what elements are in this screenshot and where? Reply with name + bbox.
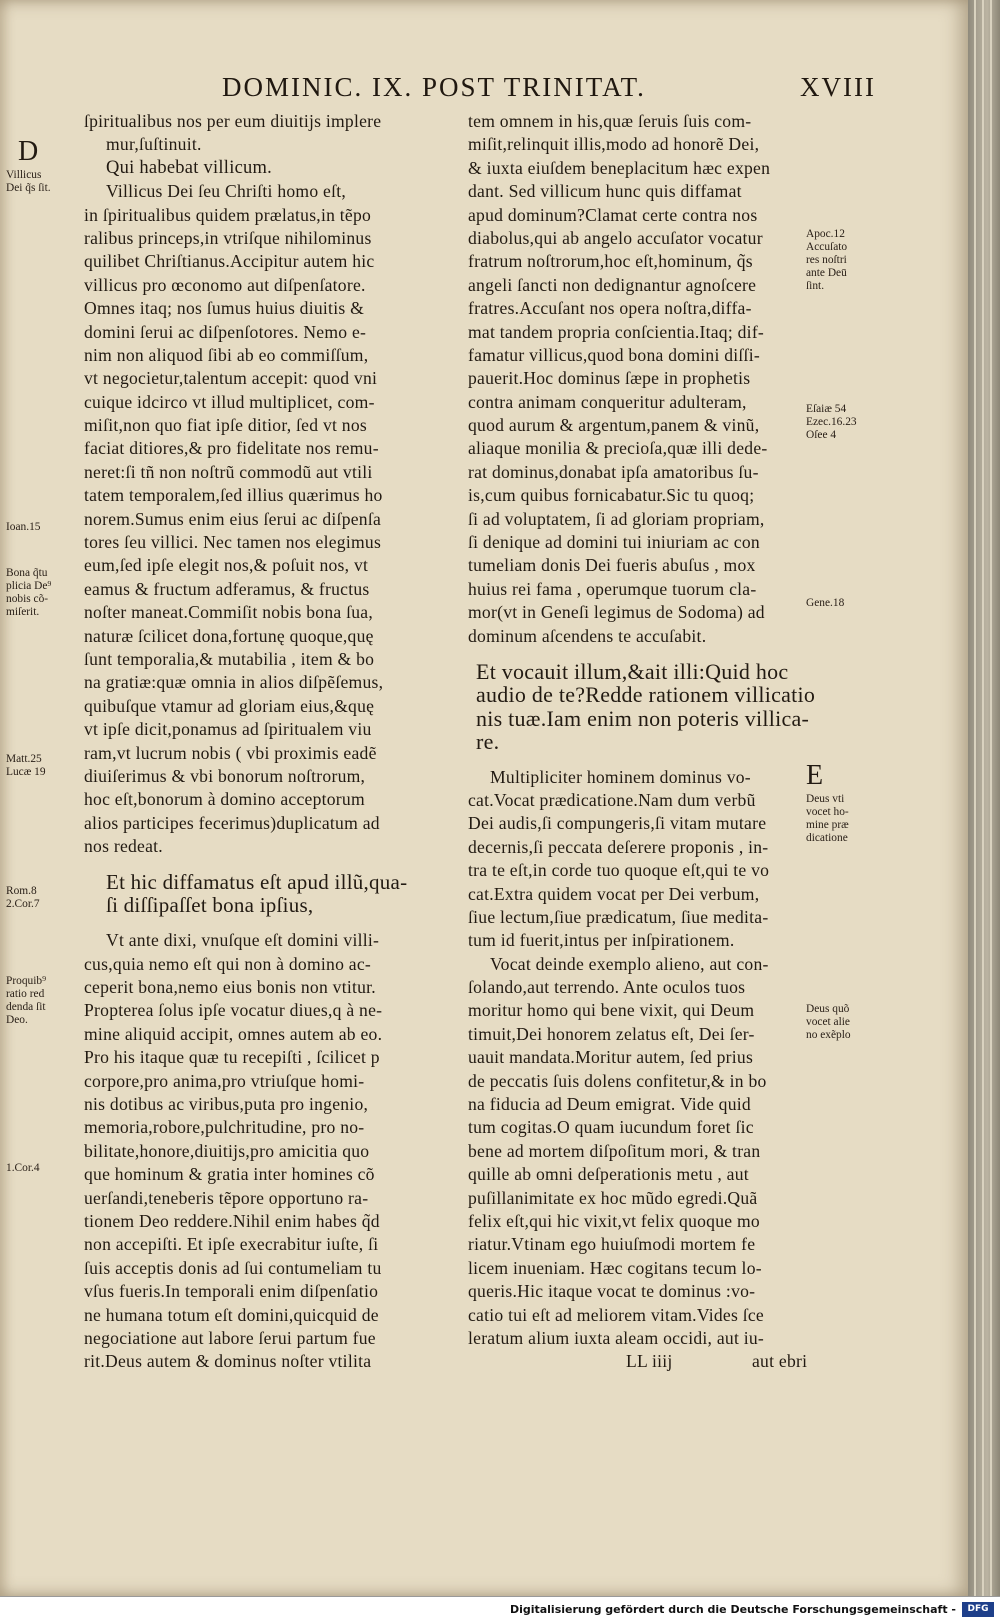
text-line: aliaque monilia & precioſa,quæ illi dede-	[468, 438, 768, 459]
margin-note-rom	[6, 885, 40, 911]
text-line: huius rei fama , operumque tuorum cla-	[468, 578, 757, 599]
text-line: ſpiritualibus nos per eum diuitijs implere	[84, 111, 382, 131]
text-line: miſit,relinquit illis,modo ad honorẽ Dei,	[468, 134, 760, 155]
text-line: cat.Extra quidem vocat per Dei verbum,	[468, 883, 760, 904]
margin-note-line: miſerit.	[6, 606, 40, 618]
margin-note-line: Ezec.16.23	[806, 416, 857, 428]
text-line: quilibet Chriſtianus.Accipitur autem hic	[84, 251, 375, 272]
text-line: negociatione aut labore ſerui partum fue	[84, 1327, 376, 1348]
text-line: noſter maneat.Commiſit nobis bona ſua,	[84, 602, 373, 623]
footer-credit: Digitalisierung gefördert durch die Deutsche Forschungsgemeinschaft -	[509, 1603, 956, 1616]
margin-note-line: Deus quõ	[806, 1003, 850, 1015]
text-line: villicus pro œconomo aut diſpenſatore.	[84, 274, 366, 295]
text-line: quille ab omni deſperationis metu , aut	[468, 1164, 749, 1185]
margin-note-line: 1.Cor.4	[6, 1162, 40, 1174]
text-line: angeli ſancti non dedignantur agnoſcere	[468, 274, 757, 295]
text-line: tum id fuerit,intus per inſpirationem.	[468, 930, 735, 951]
page-edge	[968, 0, 1000, 1596]
text-line: moritur homo qui bene vixit, qui Deum	[468, 1000, 755, 1021]
text-line: catio tui eſt ad meliorem vitam.Vides ſce	[468, 1304, 764, 1325]
text-line: non accepiſti. Et ipſe execrabitur iuſte, ſi	[84, 1234, 379, 1255]
initial-letter-right: E	[806, 760, 824, 791]
text-line: timuit,Dei honorem zelatus eſt, Dei ſer-	[468, 1023, 755, 1044]
text-line: Multipliciter hominem dominus vo-	[490, 766, 751, 787]
text-line: Villicus Dei ſeu Chriſti homo eſt,	[106, 181, 347, 202]
text-line: Dei audis,ſi compungeris,ſi vitam mutare	[468, 813, 767, 834]
margin-note-line: Rom.8	[6, 885, 37, 897]
margin-note-line: Deus vti	[806, 793, 845, 805]
margin-note-line: Eſaiæ 54	[806, 403, 847, 415]
running-title: DOMINIC. IX. POST TRINITAT.	[222, 72, 646, 102]
text-line: ram,vt lucrum nobis ( vbi proximis eadẽ	[84, 742, 377, 763]
margin-note-line: Apoc.12	[806, 228, 845, 240]
text-line: ſuis acceptis donis ad ſui contumeliam tu	[84, 1257, 382, 1278]
text-line: queris.Hic itaque vocat te dominus :vo-	[468, 1281, 756, 1302]
text-line: ralibus princeps,in vtriſque nihilominus	[84, 227, 372, 248]
text-line: miſit,non quo fiat ipſe ditior, ſed vt nos	[84, 415, 367, 436]
margin-note-line: dicatione	[806, 832, 848, 844]
dfg-logo: DFG	[962, 1602, 994, 1617]
text-line: Vocat deinde exemplo alieno, aut con-	[490, 953, 769, 974]
text-line: cuique idcirco vt illud multiplicet, com-	[84, 391, 375, 412]
text-line: alios participes fecerimus)duplicatum ad	[84, 812, 380, 833]
margin-note-line: res noſtri	[806, 254, 847, 266]
text-line: que hominum & gratia inter homines cõ	[84, 1164, 375, 1185]
text-line: mat tandem propria conſcientia.Itaq; dif-	[468, 321, 765, 342]
text-line: rit.Deus autem & dominus noſter vtilita	[84, 1351, 372, 1372]
text-line: nos redeat.	[84, 836, 163, 857]
text-line: memoria,robore,pulchritudine, pro no-	[84, 1117, 365, 1138]
text-line: domini ſerui ac diſpenſotores. Nemo e-	[84, 321, 367, 342]
catchword: aut ebri	[752, 1351, 808, 1372]
text-line: na gratiæ:quæ omnia in alios diſpẽſemus,	[84, 672, 384, 693]
text-line: ceperit bona,nemo eius bonis non vtitur.	[84, 977, 376, 998]
margin-note-line: Proquib⁹	[6, 975, 47, 987]
text-line: vt negocietur,talentum accepit: quod vni	[84, 368, 378, 389]
text-line: in ſpiritualibus quidem prælatus,in tẽpo	[84, 204, 372, 225]
text-line: puſillanimitate ex hoc mũdo egredi.Quã	[468, 1187, 758, 1208]
text-line: Pro his itaque quæ tu recepiſti , ſcilicet p	[84, 1047, 380, 1068]
margin-note-line: Bona q̃tu	[6, 567, 48, 579]
page-edge-line	[982, 0, 984, 1596]
section-heading: Qui habebat villicum.	[106, 157, 273, 178]
blank-line	[468, 754, 828, 766]
right-text-column	[468, 110, 828, 1374]
text-line: cus,quia nemo eſt qui non à domino ac-	[84, 953, 372, 974]
text-line: pauerit.Hoc dominus ſæpe in prophetis	[468, 368, 751, 389]
text-line: hoc eſt,bonorum à domino acceptorum	[84, 789, 365, 810]
text-line: eamus & fructum adferamus, & fructus	[84, 578, 370, 599]
margin-note-line: ante Deū	[806, 267, 847, 279]
text-line: uauit mandata.Moritur autem, ſed prius	[468, 1047, 754, 1068]
text-line: ſiue lectum,ſiue prædicatum, ſiue medita-	[468, 906, 769, 927]
text-line: famatur villicus,quod bona domini diſſi-	[468, 344, 760, 365]
text-line: bilitate,honore,diuitijs,pro amicitia quo	[84, 1140, 370, 1161]
blank-line	[84, 917, 444, 929]
text-line: neret:ſi tñ non noſtrũ commodũ aut vtili	[84, 461, 373, 482]
margin-note-villicus	[6, 169, 51, 195]
text-line: felix eſt,qui hic vixit,vt felix quoque mo	[468, 1210, 760, 1231]
text-line: is,cum quibus fornicabatur.Sic tu quoq;	[468, 485, 755, 506]
text-line: norem.Sumus enim eius ſerui ac diſpenſa	[84, 508, 382, 529]
text-line: ſi ad voluptatem, ſi ad gloriam propriam,	[468, 508, 765, 529]
text-line: mor(vt in Geneſi legimus de Sodoma) ad	[468, 602, 765, 623]
text-line: dominum aſcendens te accuſabit.	[468, 625, 707, 646]
text-line: dant. Sed villicum hunc quis diffamat	[468, 181, 742, 202]
text-line: faciat ditiores,& pro fidelitate nos remu-	[84, 438, 379, 459]
text-line: ſolando,aut terrendo. Ante oculos tuos	[468, 977, 746, 998]
margin-note-line: ratio red	[6, 988, 45, 1000]
text-line: quod aurum & argentum,panem & vinũ,	[468, 415, 760, 436]
text-line: naturæ ſcilicet dona,fortunę quoque,quę	[84, 625, 374, 646]
margin-note-line: Accuſato	[806, 241, 848, 253]
margin-note-line: ſint.	[806, 280, 825, 292]
text-line: corpore,pro anima,pro vtriuſque homi-	[84, 1070, 365, 1091]
text-line: licem inueniam. Hæc cogitans tecum lo-	[468, 1257, 762, 1278]
margin-note-matt	[6, 753, 46, 779]
text-line: tumeliam donis Dei fueris abuſus , mox	[468, 555, 756, 576]
margin-note-line: Gene.18	[806, 597, 845, 609]
folio-number: XVIII	[800, 72, 876, 102]
text-line: ſi denique ad domini tui iniuriam ac con	[468, 532, 760, 553]
text-line: tatem temporalem,ſed illius quærimus ho	[84, 485, 383, 506]
lemma-heading: nis tuæ.Iam enim non poteris villica-	[476, 705, 810, 731]
page-edge-line	[990, 0, 992, 1596]
text-line: fratrum noſtrorum,hoc eſt,hominum, q̃s	[468, 251, 753, 272]
text-line: rat dominus,donabat ipſa amatoribus ſu-	[468, 461, 759, 482]
lemma-heading: re.	[476, 729, 500, 755]
text-line: contra animam conqueritur adulteram,	[468, 391, 747, 412]
margin-note-line: Ioan.15	[6, 521, 41, 533]
margin-note-line: 2.Cor.7	[6, 898, 40, 910]
text-line: nim non aliquod ſibi ab eo commiſſum,	[84, 344, 369, 365]
initial-letter-left: D	[18, 136, 39, 167]
digitization-footer	[0, 1596, 1000, 1623]
text-line: Omnes itaq; nos ſumus huius diuitis &	[84, 298, 365, 319]
margin-note-line: Villicus	[6, 169, 42, 181]
margin-note-proquib	[6, 975, 46, 1027]
text-line: Vt ante dixi, vnuſque eſt domini villi-	[106, 930, 380, 951]
lemma-heading: ſi diſſipaſſet bona ipſius,	[106, 892, 314, 917]
text-line: tum cogitas.O quam iucundum foret ſic	[468, 1117, 754, 1138]
text-line: & iuxta eiuſdem beneplacitum hæc expen	[468, 157, 771, 178]
text-line: de peccatis ſuis dolens confitetur,& in bo	[468, 1070, 767, 1091]
margin-note-line: Matt.25	[6, 753, 42, 765]
text-line: bene ad mortem diſpoſitum mori, & tran	[468, 1140, 761, 1161]
margin-note-line: denda ſit	[6, 1001, 46, 1013]
text-line: mur,ſuſtinuit.	[106, 134, 202, 155]
margin-note-ioan	[6, 521, 40, 534]
margin-note-line: vocet ho-	[806, 806, 849, 818]
margin-note-line: plicia De⁹	[6, 580, 52, 592]
text-line: na fiducia ad Deum emigrat. Vide quid	[468, 1094, 751, 1115]
text-line: riatur.Vtinam ego huiuſmodi mortem fe	[468, 1234, 756, 1255]
margin-note-cor	[6, 1162, 40, 1175]
text-line: mine aliquid accipit, omnes autem ab eo.	[84, 1023, 383, 1044]
text-line: fratres.Accuſant nos opera noſtra,diffa-	[468, 298, 752, 319]
margin-note-line: nobis cõ-	[6, 593, 49, 605]
margin-note-line: Deo.	[6, 1014, 28, 1026]
text-line: diuiſerimus & vbi bonorum noſtrorum,	[84, 765, 366, 786]
text-line: vſus fueris.In temporali enim diſpenſatio	[84, 1281, 379, 1302]
blank-line	[84, 859, 444, 871]
text-line: ſunt temporalia,& mutabilia , item & bo	[84, 648, 375, 669]
margin-note-line: Lucæ 19	[6, 766, 46, 778]
text-line: apud dominum?Clamat certe contra nos	[468, 204, 758, 225]
page-edge-line	[974, 0, 976, 1596]
text-line: vt ipſe dicit,ponamus ad ſpiritualem viu	[84, 719, 372, 740]
lemma-heading: Et hic diffamatus eſt apud illũ,qua-	[106, 869, 408, 894]
lemma-heading: Et vocauit illum,&ait illi:Quid hoc	[476, 658, 789, 684]
text-line: uerſandi,teneberis tẽpore opportuno ra-	[84, 1187, 369, 1208]
text-line: tores ſeu villici. Nec tamen nos elegimus	[84, 532, 382, 553]
margin-note-bona	[6, 567, 51, 619]
margin-note-line: vocet alie	[806, 1016, 850, 1028]
margin-note-line: no exẽplo	[806, 1029, 851, 1041]
signature-line	[468, 1350, 828, 1373]
text-line: tionem Deo reddere.Nihil enim habes q̃d	[84, 1210, 380, 1231]
text-line: cat.Vocat prædicatione.Nam dum verbũ	[468, 789, 756, 810]
margin-note-line: Oſee 4	[806, 429, 837, 441]
text-line: eum,ſed ipſe elegit nos,& poſuit nos, vt	[84, 555, 369, 576]
text-line: ne humana totum eſt domini,quicquid de	[84, 1304, 379, 1325]
lemma-heading: audio de te?Redde rationem villicatio	[476, 682, 816, 708]
text-line: tra te eſt,in corde tuo quoque eſt,qui te vo	[468, 860, 770, 881]
margin-note-line: mine præ	[806, 819, 849, 831]
text-line: tem omnem in his,quæ ſeruis ſuis com-	[468, 111, 752, 131]
text-line: leratum alium iuxta aleam occidi, aut iu-	[468, 1327, 765, 1348]
signature-mark: LL iiij	[626, 1351, 673, 1372]
text-line: decernis,ſi peccata deſerere proponis , in-	[468, 836, 769, 857]
margin-note-line: Dei q̃s ſit.	[6, 182, 51, 194]
text-line: quibuſque vtamur ad gloriam eius,&quę	[84, 695, 375, 716]
text-line: diabolus,qui ab angelo accuſator vocatur	[468, 227, 763, 248]
text-line: Propterea ſolus ipſe vocatur diues,q à ne-	[84, 1000, 383, 1021]
left-text-column	[84, 110, 444, 1374]
text-line: nis dotibus ac viribus,puta pro ingenio,	[84, 1094, 369, 1115]
